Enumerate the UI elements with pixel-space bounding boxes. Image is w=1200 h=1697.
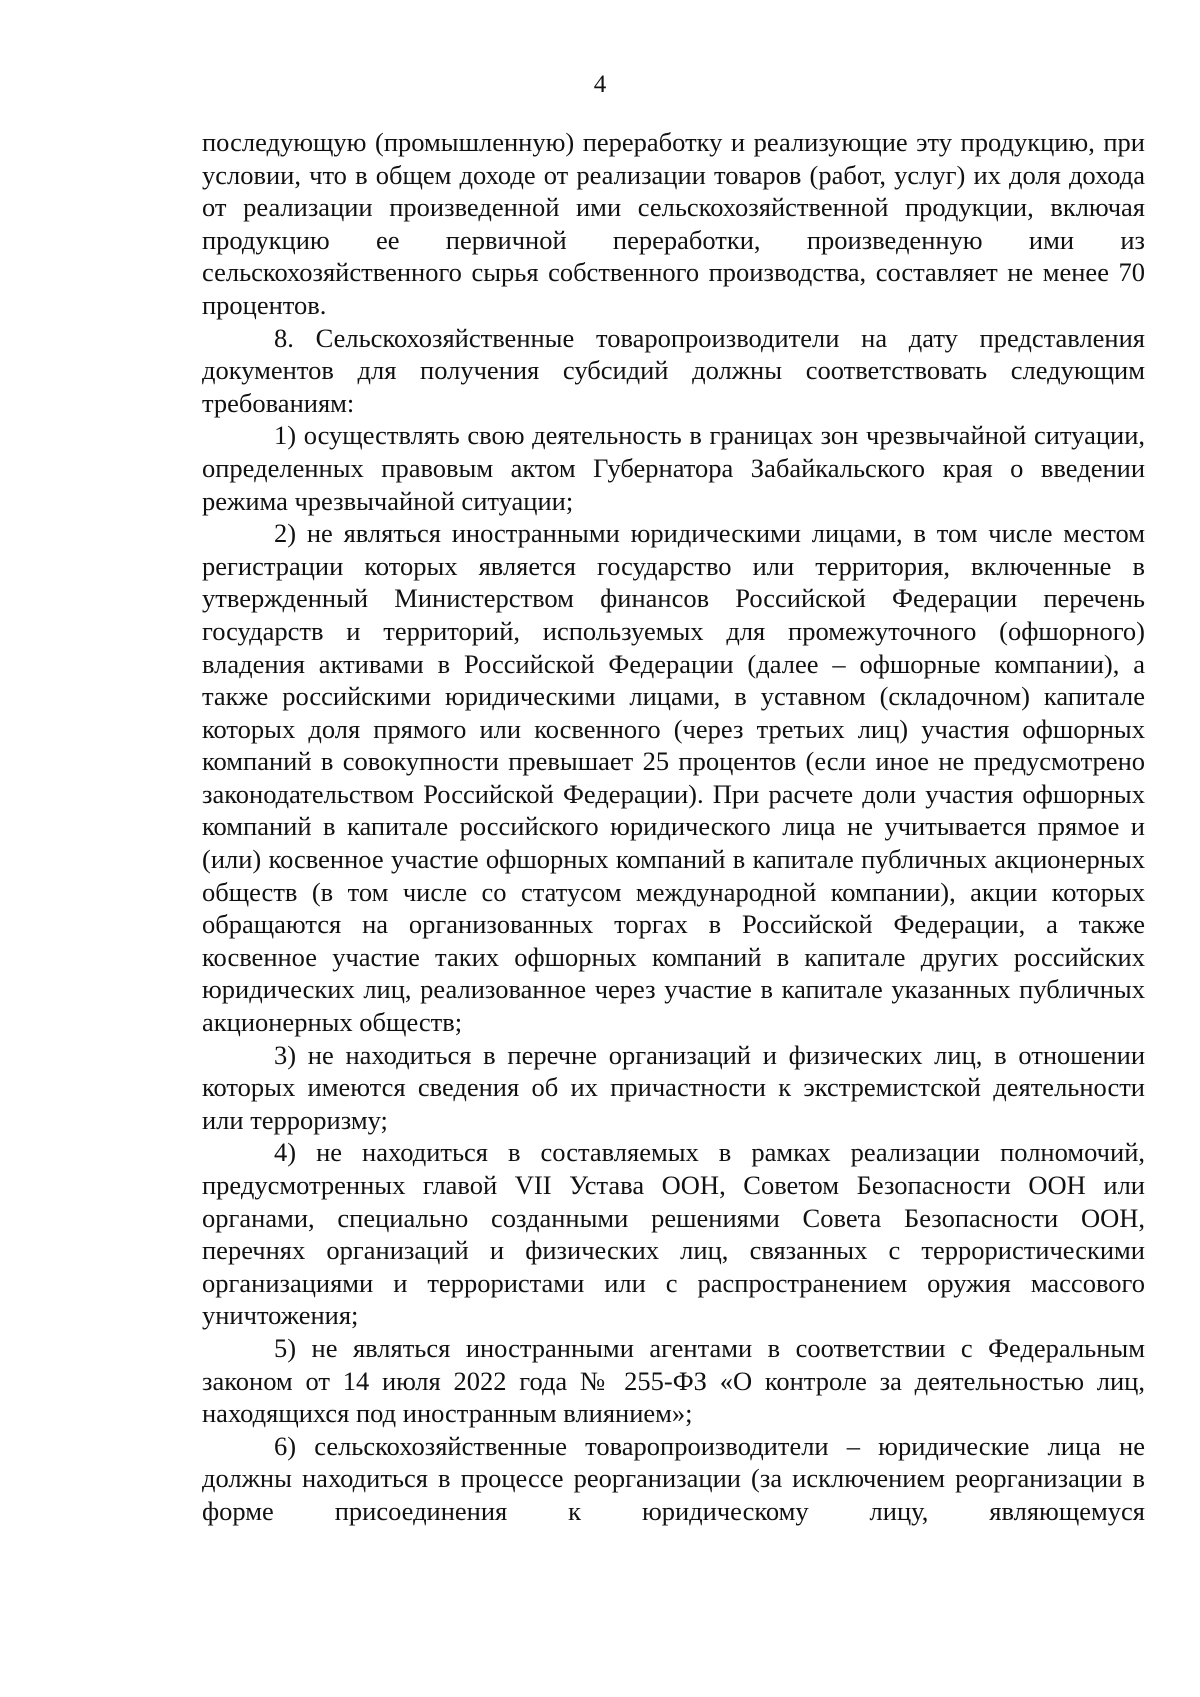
page-number: 4 — [593, 71, 607, 98]
document-body — [202, 126, 1145, 1528]
paragraph-subitem-6: 6) сельскохозяйственные товаропроизводители – юридические лица не должны находиться в процессе реорганизации (за исключением реорганизации в форме присоединения к юридическому лицу, являющемуся — [202, 1430, 1145, 1526]
paragraph-subitem-4: 4) не находиться в составляемых в рамках реализации полномочий, предусмотренных главой VII Устава ООН, Советом Безопасности ООН или органами, специально созданными решениями Совета Безопасности ООН, перечнях организаций и физических лиц, связанных с террористическими организациями и террористами или с распространением оружия массового уничтожения; — [202, 1137, 1145, 1331]
paragraph-subitem-3: 3) не находиться в перечне организаций и физических лиц, в отношении которых имеются сведения об их причастности к экстремистской деятельности или терроризму; — [202, 1039, 1145, 1135]
paragraph-subitem-1: 1) осуществлять свою деятельность в границах зон чрезвычайной ситуации, определенных правовым актом Губернатора Забайкальского края о введении режима чрезвычайной ситуации; — [202, 420, 1145, 516]
paragraph-item-8: 8. Сельскохозяйственные товаропроизводители на дату представления документов для получения субсидий должны соответствовать следующим требованиям: — [202, 322, 1145, 418]
paragraph-subitem-5: 5) не являться иностранными агентами в соответствии с Федеральным законом от 14 июля 2022 года № 255-ФЗ «О контроле за деятельностью лиц, находящихся под иностранным влиянием»; — [202, 1332, 1145, 1429]
paragraph-subitem-2: 2) не являться иностранными юридическими лицами, в том числе местом регистрации которых является государство или территория, включенные в утвержденный Министерством финансов Российской Федерации перечень государств и территорий, используемых для промежуточного (офшорного) владения активами в Российской Федерации (далее – офшорные компании), а также российскими юридическими лицами, в уставном (складочном) капитале которых доля прямого или косвенного (через третьих лиц) участия офшорных компаний в совокупности превышает 25 процентов (если иное не предусмотрено законодательством Российской Федерации). При расчете доли участия офшорных компаний в капитале российского юридического лица не учитывается прямое и (или) косвенное участие офшорных компаний в капитале публичных акционерных обществ (в том числе со статусом международной компании), акции которых обращаются на организованных торгах в Российской Федерации, а также косвенное участие таких офшорных компаний в капитале других российских юридических лиц, реализованное через участие в капитале указанных публичных акционерных обществ; — [202, 518, 1145, 1038]
paragraph-continuation: последующую (промышленную) переработку и реализующие эту продукцию, при условии, что в общем доходе от реализации товаров (работ, услуг) их доля дохода от реализации произведенной ими сельскохозяйственной продукции, включая продукцию ее первичной переработки, произведенную ими из сельскохозяйственного сырья собственного производства, составляет не менее 70 процентов. — [202, 127, 1145, 320]
